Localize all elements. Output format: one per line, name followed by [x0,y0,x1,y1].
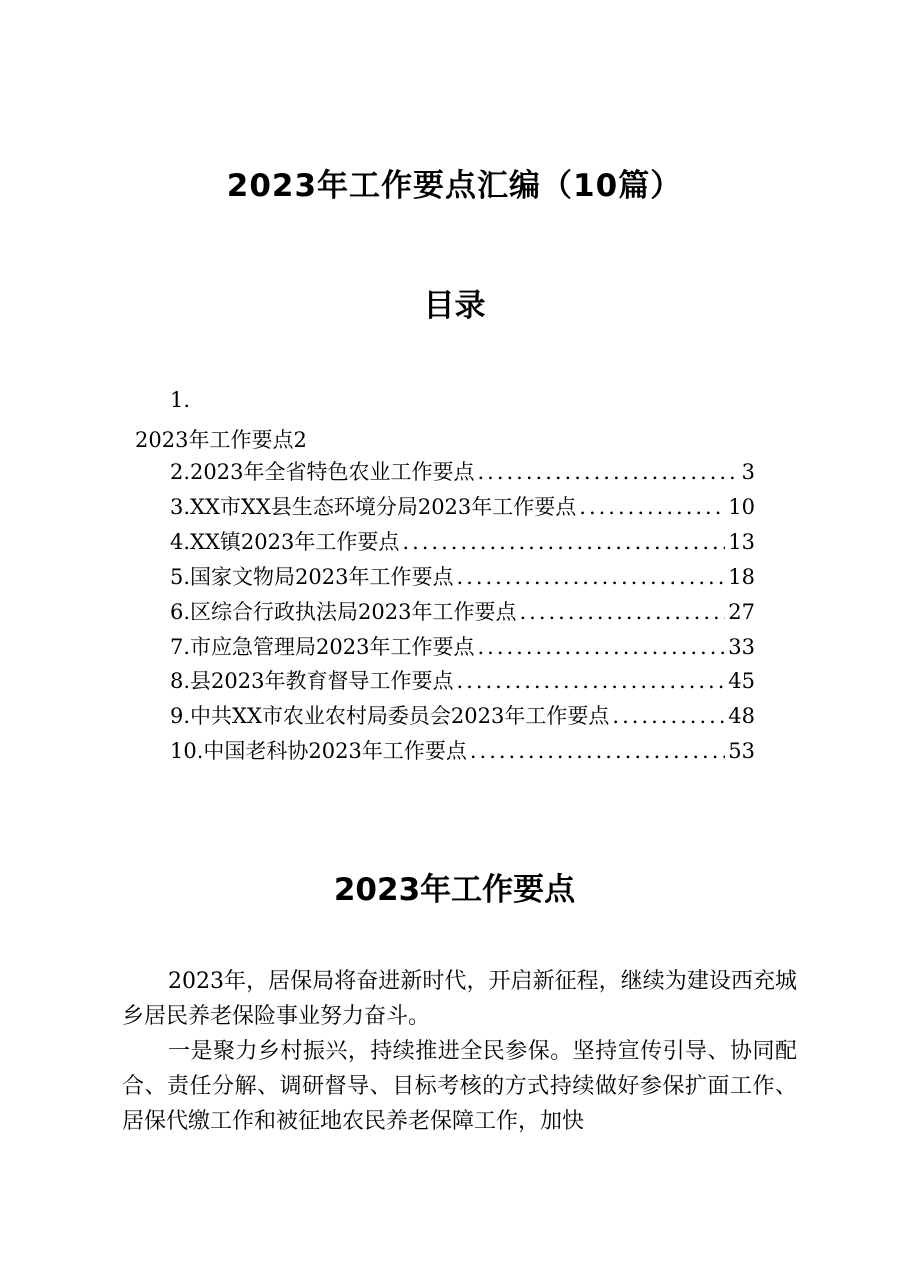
toc-item[interactable] [170,491,755,521]
body-paragraph: 一是聚力乡村振兴，持续推进全民参保。坚持宣传引导、协同配合、责任分解、调研督导、目标考核的方式持续做好参保扩面工作、居保代缴工作和被征地农民养老保障工作，加快 [122,1039,797,1134]
toc-item[interactable] [170,456,755,486]
toc-item-label: 7.市应急管理局2023年工作要点 [170,635,475,659]
toc-item-label: 6.区综合行政执法局2023年工作要点 [170,600,517,624]
toc-item-page: 13 [728,530,755,554]
toc-leader-dots [519,600,725,624]
toc-leader-dots [477,460,738,484]
toc-item-label: 5.国家文物局2023年工作要点 [170,565,454,589]
toc-item-page: 18 [728,565,755,589]
toc-item-label: 4.XX镇2023年工作要点 [170,530,400,554]
toc-leader-dots [456,669,725,693]
toc-item-page: 10 [728,495,755,519]
toc-leader-dots [612,704,725,728]
toc-item-page: 48 [728,704,755,728]
toc-heading: 目录 [423,288,486,324]
toc-item[interactable] [170,561,755,591]
toc-item[interactable] [170,665,755,695]
toc-item-label: 3.XX市XX县生态环境分局2023年工作要点 [170,495,577,519]
toc-item-1-label[interactable]: 2023年工作要点2 [135,428,307,452]
section-body [122,964,797,1139]
toc-item-page: 33 [728,635,755,659]
toc-item[interactable] [170,700,755,730]
toc-leader-dots [470,739,725,763]
body-paragraph: 2023年，居保局将奋进新时代，开启新征程，继续为建设西充城乡居民养老保险事业努力奋斗。 [122,969,797,1029]
section-title: 2023年工作要点 [333,872,576,908]
toc-item-label: 10.中国老科协2023年工作要点 [170,739,467,763]
toc-item-page: 45 [728,669,755,693]
toc-item[interactable] [170,735,755,765]
toc-leader-dots [579,495,725,519]
toc-leader-dots [402,530,725,554]
toc-item[interactable] [170,526,755,556]
toc-item-page: 27 [728,600,755,624]
toc-item-page: 3 [741,460,755,484]
toc-item[interactable] [170,596,755,626]
toc-item-label: 8.县2023年教育督导工作要点 [170,669,454,693]
document-title: 2023年工作要点汇编（10篇） [226,168,683,204]
toc-item-page: 53 [728,739,755,763]
toc-item[interactable] [170,631,755,661]
toc-item-label: 9.中共XX市农业农村局委员会2023年工作要点 [170,704,610,728]
toc-item-1-number[interactable]: 1. [170,388,191,412]
toc-leader-dots [477,635,725,659]
toc-leader-dots [456,565,725,589]
toc-item-label: 2.2023年全省特色农业工作要点 [170,460,475,484]
